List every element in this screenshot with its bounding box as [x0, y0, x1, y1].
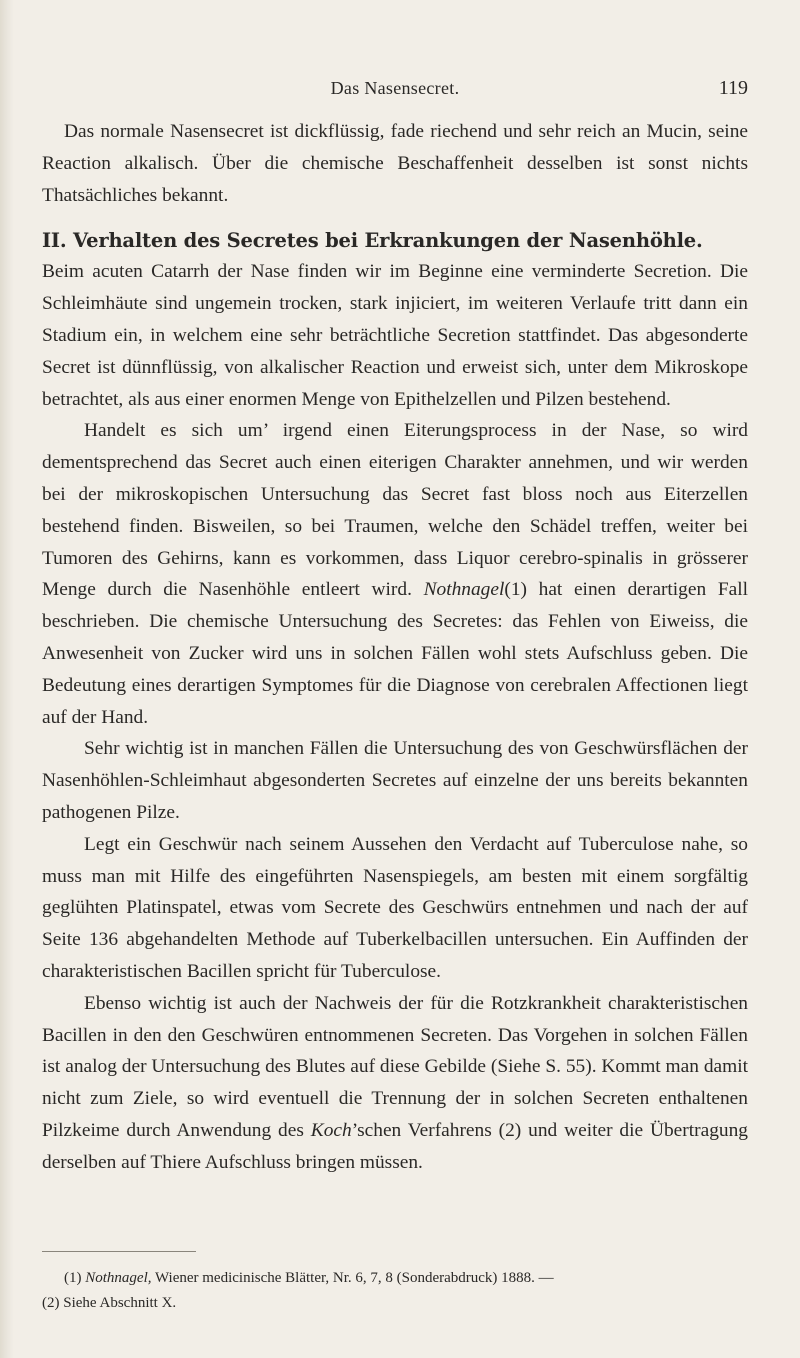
footnotes — [42, 1266, 748, 1316]
page-number: 119 — [718, 77, 748, 99]
paragraph-acute-catarrh: Beim acuten Catarrh der Nase finden wir im Beginne eine verminderte Secretion. Die Schleimhäute sind ungemein trocken, stark injiciert, im weiteren Verlaufe tritt dann ein Stadium ein, in welchem eine sehr beträchtliche Secretion stattfindet. Das abgesonderte Secret ist dünnflüssig, von alkalischer Reaction und erweist sich, unter dem Mikroskope betrachtet, als aus einer enormen Menge von Epithelzellen und Pilzen bestehend. — [42, 261, 748, 410]
paragraph-ulcer-surfaces: Sehr wichtig ist in manchen Fällen die Untersuchung des von Geschwürsflächen der Nasenhöhlen-Schleimhaut abgesonderten Secretes auf einzelne der uns bereits bekannten pathogenen Pilze. — [42, 738, 748, 823]
footnote-marker: (2) — [42, 1295, 60, 1311]
author-name-koch: Koch — [310, 1119, 352, 1141]
running-title: Das Nasensecret. — [330, 78, 460, 98]
running-head — [42, 78, 748, 104]
footnote-author: Nothnagel, — [85, 1270, 152, 1286]
paragraph-glanders-continued: ’schen Verfahrens (2) und weiter die Übertragung derselben auf Thiere Aufschluss bringen müssen. — [42, 1119, 748, 1173]
paragraph-suppuration-continued: (1) hat einen derartigen Fall beschrieben. Die chemische Untersuchung des Secretes: das Fehlen von Eiweiss, die Anwesenheit von Zucker wird uns in solchen Fällen wohl stets Aufschluss geben. Die Bedeutung eines derartigen Symptomes für die Diagnose von cerebralen Affectionen liegt auf der Hand. — [42, 579, 748, 728]
paragraph-suppuration — [42, 415, 748, 733]
section-heading: II. Verhalten des Secretes bei Erkrankungen der Nasenhöhle. — [42, 229, 703, 253]
page-edge-shadow — [0, 0, 14, 1358]
paragraph-glanders-text: Ebenso wichtig ist auch der Nachweis der für die Rotzkrankheit charakteristischen Bacillen in den den Geschwüren entnommenen Secreten. Das Vorgehen in solchen Fällen ist analog der Untersuchung des Blutes auf diese Gebilde (Siehe S. 55). Kommt man damit nicht zum Ziele, so wird eventuell die Trennung der in solchen Secreten enthaltenen Pilzkeime durch Anwendung des — [42, 992, 748, 1141]
footnote-1 — [42, 1266, 748, 1291]
paragraph-suppuration-text: Handelt es sich um’ irgend einen Eiterungsprocess in der Nase, so wird dementsprechend das Secret auch einen eiterigen Charakter annehmen, und wir werden bei der mikroskopischen Untersuchung das Secret fast bloss noch aus Eiterzellen bestehend finden. Bisweilen, so bei Traumen, welche den Schädel treffen, weiter bei Tumoren des Gehirns, kann es vorkommen, dass Liquor cerebro-spinalis in grösserer Menge durch die Nasenhöhle entleert wird. — [42, 420, 748, 601]
body-text — [42, 116, 748, 1179]
footnote-marker: (1) — [64, 1270, 82, 1286]
footnote-text: Siehe Abschnitt X. — [63, 1295, 177, 1311]
paragraph-tuberculosis: Legt ein Geschwür nach seinem Aussehen den Verdacht auf Tuberculose nahe, so muss man mit Hilfe des eingeführten Nasenspiegels, am besten mit einem sorgfältig geglühten Platinspatel, etwas vom Secrete des Geschwürs entnehmen und nach der auf Seite 136 abgehandelten Methode auf Tuberkelbacillen untersuchen. Ein Auffinden der charakteristischen Bacillen spricht für Tuberculose. — [42, 833, 748, 982]
author-name-nothnagel: Nothnagel — [423, 579, 505, 601]
footnote-text: Wiener medicinische Blätter, Nr. 6, 7, 8 (Sonderabdruck) 1888. — — [154, 1270, 554, 1286]
paragraph-glanders — [42, 988, 748, 1179]
paragraph-mucin: Das normale Nasensecret ist dickflüssig, fade riechend und sehr reich an Mucin, seine Reaction alkalisch. Über die chemische Beschaffenheit desselben ist sonst nichts Thatsächliches bekannt. — [42, 121, 748, 206]
footnote-divider — [42, 1251, 196, 1252]
footnote-2 — [42, 1291, 748, 1316]
